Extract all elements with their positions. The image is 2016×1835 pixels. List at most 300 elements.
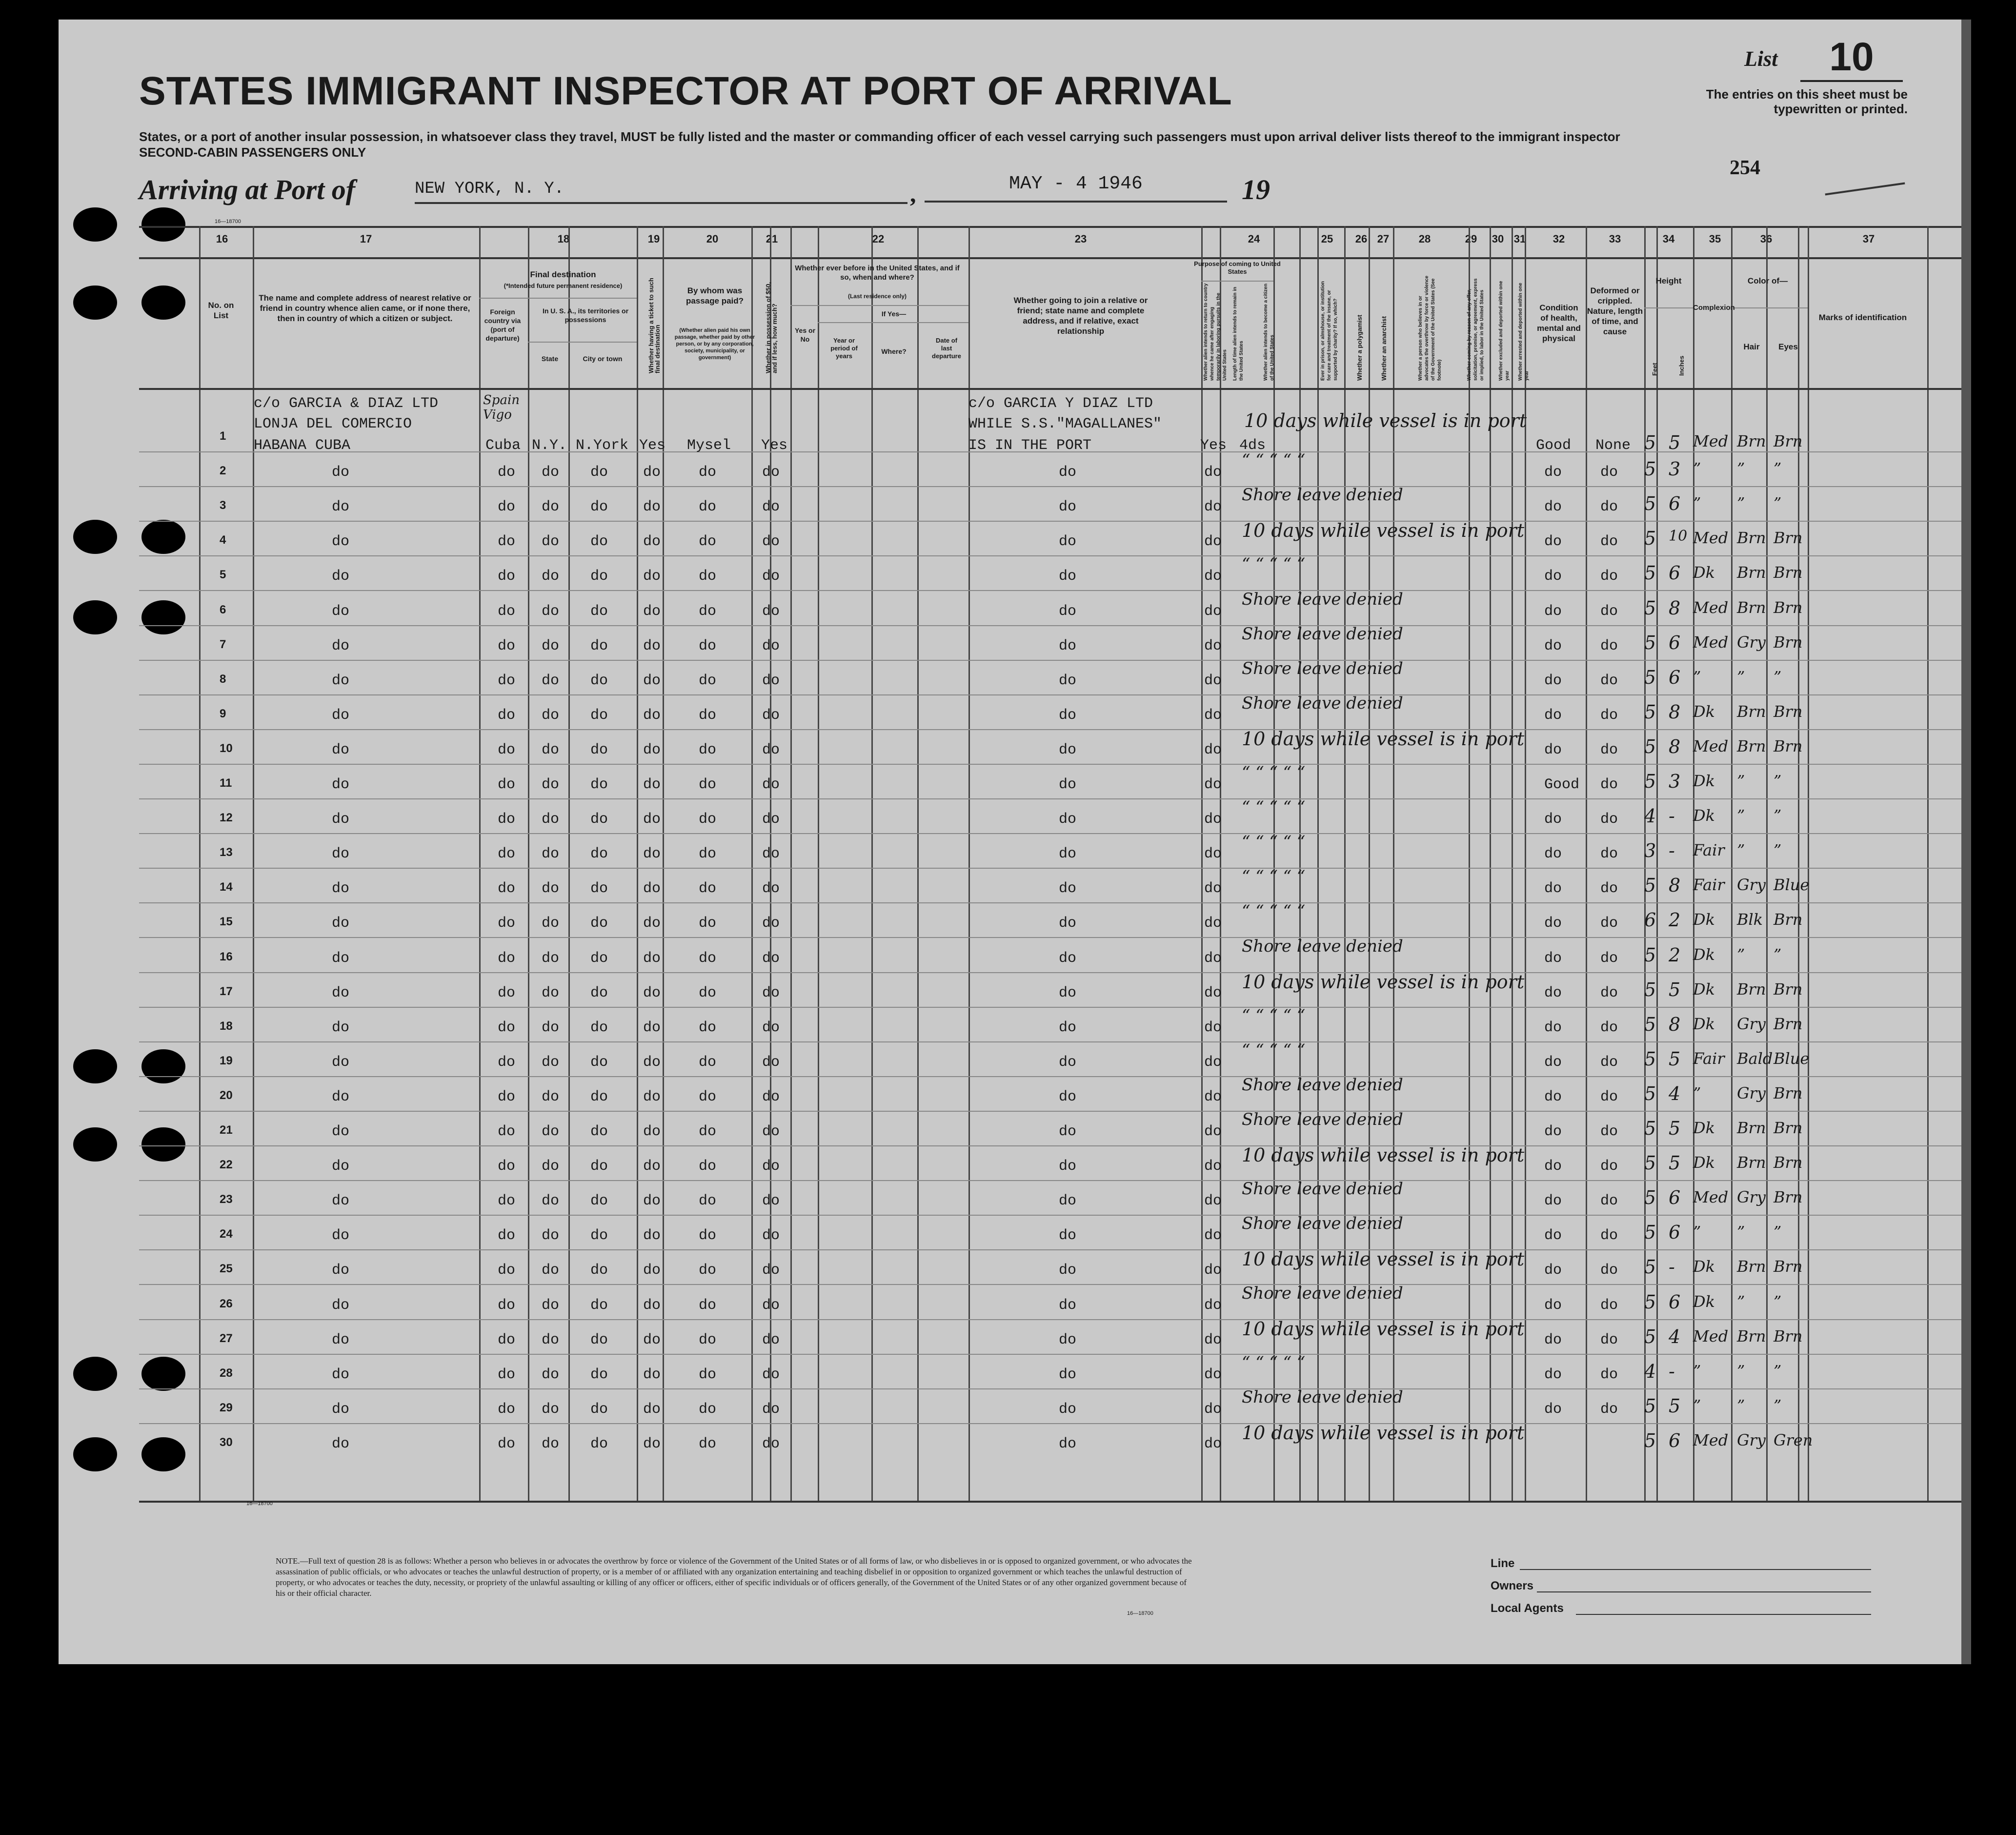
eyes-value: Gren [1774,1430,1813,1449]
state-ditto: do [542,568,560,585]
passage-ditto: do [699,915,717,932]
relative-address-ditto: do [332,950,350,967]
purpose-handwritten: Shore leave denied [1242,658,1403,678]
inches-value: 3 [1669,458,1681,480]
hair-value: ” [1737,494,1745,513]
passage-ditto: do [699,707,717,724]
grid-row-line [139,1501,1961,1503]
grid-row-line [139,1076,1961,1077]
eyes-value: ” [1774,806,1782,825]
hair-value: Brn [1737,736,1766,755]
money-ditto: do [762,950,780,967]
city-ditto: do [590,1331,608,1348]
col-feet: Feet [1651,363,1658,376]
eyes-value: Brn [1774,1326,1803,1346]
complexion-value: Dk [1693,806,1715,825]
feet-value: 5 [1644,1187,1656,1209]
state-ditto: do [542,1193,560,1210]
city-ditto: do [590,1262,608,1279]
purpose-handwritten: 10 days while vessel is in port [1244,410,1527,431]
inches-value: 8 [1669,701,1681,723]
eyes-value: ” [1774,494,1782,513]
purpose-handwritten: 10 days while vessel is in port [1242,520,1525,542]
grid-column-line [1586,226,1587,1501]
grid-row-line [790,305,968,306]
foreign-port-handwritten: Spain Vigo [483,393,520,422]
state-ditto: do [542,672,560,689]
deformed-value: do [1600,1019,1618,1036]
grid-column-line [1798,226,1799,1501]
grid-row-line [139,1007,1961,1008]
complexion-value: Med [1693,632,1729,652]
city-ditto: do [590,464,608,481]
foreign-country-ditto: do [498,1331,516,1348]
col-health: Condition of health, mental and physical [1537,303,1581,343]
relative-address-ditto: do [332,1366,350,1383]
state-value: N.Y. [532,437,567,454]
grid-column-line [199,226,201,1501]
money-ditto: do [762,637,780,654]
hair-value: ” [1737,667,1745,686]
foreign-country-ditto: do [498,603,516,620]
deformed-value: do [1600,672,1618,689]
state-ditto: do [542,533,560,550]
col-before-in-us: Whether ever before in the United States, and if so, when and where? [795,264,960,282]
foreign-country-ditto: do [498,1297,516,1314]
grid-column-line [568,226,570,1501]
row-number: 6 [220,603,226,616]
feet-value: 5 [1644,1118,1656,1139]
col-arrested: Whether arrested and deported within one year [1518,283,1530,381]
complexion-value: Med [1693,1326,1729,1346]
ever-before-ditto: do [1204,915,1222,932]
grid-row-line [139,1388,1961,1389]
state-ditto: do [542,1401,560,1418]
relative-address-ditto: do [332,846,350,863]
row-number: 4 [220,533,226,547]
grid-row-line [528,342,637,343]
hair-value: Gry [1737,876,1766,895]
money-ditto: do [762,915,780,932]
eyes-value: Blue [1774,1049,1810,1068]
column-number: 36 [1760,233,1773,245]
grid-row-line [818,322,968,323]
hair-value: Brn [1737,529,1766,548]
relative-address-ditto: do [332,1331,350,1348]
relative-address-ditto: do [332,1435,350,1452]
page-title: STATES IMMIGRANT INSPECTOR AT PORT OF ARRIVAL [139,69,1232,113]
ever-before-ditto: do [1204,1297,1222,1314]
passage-ditto: do [699,1401,717,1418]
ever-before-ditto: do [1204,1262,1222,1279]
inches-value: 6 [1669,562,1681,584]
relative-address-ditto: do [332,568,350,585]
health-value: do [1544,603,1562,620]
health-value: do [1544,1297,1562,1314]
passage-ditto: do [699,846,717,863]
passage-ditto: do [699,880,717,897]
join-ditto: do [1059,811,1077,828]
ticket-ditto: do [643,1227,661,1244]
agents-label: Local Agents [1491,1602,1564,1615]
complexion-value: Dk [1693,1014,1715,1033]
purpose-handwritten: Shore leave denied [1242,936,1403,956]
ever-before-ditto: do [1204,1227,1222,1244]
hair-value: Blk [1737,910,1763,929]
join-ditto: do [1059,984,1077,1001]
feet-value: 5 [1644,1325,1656,1347]
eyes-value: ” [1774,1361,1782,1380]
deformed-value: None [1595,437,1631,454]
grid-row-line [139,1145,1961,1146]
col-prison: Ever in prison, or almshouse, or institution for care and treatment of the insane, or supported by charity? If so, which? [1320,281,1338,381]
passage-ditto: do [699,499,717,516]
ever-before-value: Yes [1200,437,1227,454]
state-ditto: do [542,603,560,620]
state-ditto: do [542,880,560,897]
city-ditto: do [590,499,608,516]
grid-row-line [139,388,1961,390]
grid-column-line [818,226,819,1501]
col-ticket: Whether having a ticket to such final destination [647,278,661,373]
binder-hole [73,520,117,554]
row-number: 7 [220,637,226,651]
health-value: do [1544,1331,1562,1348]
money-ditto: do [762,533,780,550]
ticket-ditto: do [643,1123,661,1140]
health-value: do [1544,846,1562,863]
state-ditto: do [542,1331,560,1348]
grid-column-line [1808,226,1809,1501]
inches-value: - [1669,840,1675,862]
money-ditto: do [762,499,780,516]
relative-address-ditto: do [332,1193,350,1210]
feet-value: 5 [1644,1291,1656,1313]
purpose-handwritten: Shore leave denied [1242,1387,1403,1407]
col-date-departure: Date of last departure [932,337,961,360]
col-polygamist: Whether a polygamist [1356,314,1363,381]
col-passage-paid-note: (Whether alien paid his own passage, whether paid by other person, or by any corporation, society, municipality, or government) [674,327,755,361]
join-ditto: do [1059,1297,1077,1314]
grid-row-line [139,764,1961,765]
passage-ditto: do [699,603,717,620]
join-ditto: do [1059,1366,1077,1383]
city-ditto: do [590,811,608,828]
row-number: 18 [220,1019,233,1033]
column-number: 20 [706,233,719,245]
grid-row-line [139,1249,1961,1250]
col-relative-abroad: The name and complete address of nearest relative or friend in country whence alien came, or if none there, then in country of which a citizen or subject. [259,293,471,323]
row-number: 27 [220,1331,233,1345]
health-value: do [1544,1019,1562,1036]
column-number: 35 [1709,233,1721,245]
row-number: 19 [220,1054,233,1067]
purpose-handwritten: Shore leave denied [1242,589,1403,609]
grid-row-line [139,868,1961,869]
join-address-line: IS IN THE PORT [968,437,1092,454]
city-ditto: do [590,1123,608,1140]
row-number: 12 [220,811,233,825]
col-purpose-return: Whether alien intends to return to country whence he came after engaging temporarily in laboring pursuits in the United States [1203,283,1228,381]
column-number: 25 [1321,233,1333,245]
ticket-ditto: do [643,1019,661,1036]
grid-column-line [1927,226,1929,1501]
feet-value: 5 [1644,458,1656,480]
eyes-value: Brn [1774,979,1803,999]
passage-ditto: do [699,533,717,550]
grid-row-line [139,833,1961,834]
feet-value: 5 [1644,1013,1656,1035]
eyes-value: Brn [1774,1083,1803,1102]
money-ditto: do [762,603,780,620]
relative-address-ditto: do [332,464,350,481]
foreign-country-ditto: do [498,533,516,550]
col-marks: Marks of identification [1818,313,1907,322]
city-ditto: do [590,1193,608,1210]
health-value: do [1544,984,1562,1001]
ticket-ditto: do [643,880,661,897]
ticket-ditto: do [643,1366,661,1383]
ever-before-ditto: do [1204,672,1222,689]
ticket-ditto: do [643,811,661,828]
join-ditto: do [1059,568,1077,585]
row-number: 29 [220,1401,233,1414]
ever-before-ditto: do [1204,846,1222,863]
money-ditto: do [762,776,780,793]
inches-value: 6 [1669,493,1681,515]
arrival-date: MAY - 4 1946 [925,173,1227,203]
complexion-value: Med [1693,1430,1729,1449]
deformed-value: do [1600,846,1618,863]
row-number: 11 [220,776,232,790]
money-ditto: do [762,1054,780,1071]
feet-value: 5 [1644,701,1656,723]
page-number: 254 [1730,157,1760,179]
binder-hole [141,1127,185,1162]
state-ditto: do [542,1123,560,1140]
join-ditto: do [1059,741,1077,758]
foreign-country-ditto: do [498,1019,516,1036]
ticket-ditto: do [643,707,661,724]
city-ditto: do [590,880,608,897]
city-ditto: do [590,1054,608,1071]
col-final-destination: Final destination [530,270,596,279]
relative-address-ditto: do [332,1297,350,1314]
purpose-handwritten: “ “ “ “ “ [1242,763,1306,782]
passage-ditto: do [699,637,717,654]
complexion-value: Dk [1693,1153,1715,1172]
feet-value: 5 [1644,1429,1656,1451]
purpose-handwritten: 10 days while vessel is in port [1242,1422,1525,1444]
relative-address-ditto: do [332,880,350,897]
ticket-value: Yes [639,437,666,454]
complexion-value: Dk [1693,563,1715,582]
col-money: Whether in possession of $50, and if less, how much? [765,282,778,373]
city-ditto: do [590,1435,608,1452]
health-value: do [1544,533,1562,550]
passage-ditto: do [699,1054,717,1071]
health-value: do [1544,1193,1562,1210]
feet-value: 5 [1644,1395,1656,1417]
row-number: 1 [220,429,226,443]
join-ditto: do [1059,637,1077,654]
binder-hole [73,600,117,634]
passage-ditto: do [699,1088,717,1105]
complexion-value: Med [1693,736,1729,755]
hair-value: Bald [1737,1049,1773,1068]
state-ditto: do [542,811,560,828]
col-overthrow: Whether a person who believes in or advocates the overthrow by force or violence of the Government of the United States (See footnote) [1418,275,1442,381]
foreign-country-ditto: do [498,741,516,758]
feet-value: 5 [1644,1152,1656,1174]
hair-value: Gry [1737,632,1766,652]
purpose-handwritten: Shore leave denied [1242,1110,1403,1129]
deformed-value: do [1600,1088,1618,1105]
join-ditto: do [1059,1054,1077,1071]
join-ditto: do [1059,1123,1077,1140]
inches-value: 5 [1669,432,1681,453]
col-excluded: Whether excluded and deported within one year [1498,281,1510,381]
purpose-handwritten: 10 days while vessel is in port [1242,1248,1525,1270]
eyes-value: Brn [1774,563,1803,582]
col-purpose: Purpose of coming to United States [1194,260,1281,275]
row-number: 21 [220,1123,233,1137]
foreign-country-ditto: do [498,1401,516,1418]
relative-address-ditto: do [332,1158,350,1175]
join-ditto: do [1059,950,1077,967]
money-ditto: do [762,1019,780,1036]
comma: , [910,180,916,207]
col-complexion: Complexion [1693,304,1735,312]
grid-column-line [528,226,529,1501]
inches-value: 3 [1669,771,1681,792]
foreign-country-value: Cuba [485,437,521,454]
row-number: 23 [220,1193,233,1206]
grid-row-line [139,1041,1961,1042]
ever-before-ditto: do [1204,1331,1222,1348]
join-ditto: do [1059,915,1077,932]
state-ditto: do [542,950,560,967]
row-number: 3 [220,499,226,512]
relative-address-ditto: do [332,1054,350,1071]
complexion-value: ” [1693,459,1701,478]
col-contract: Whether coming by reason of any offer, solicitation, promise, or agreement, express or implied, to labor in the United States [1467,278,1485,381]
join-ditto: do [1059,880,1077,897]
money-ditto: do [762,1401,780,1418]
binder-hole [73,1127,117,1162]
hair-value: Brn [1737,979,1766,999]
inches-value: 8 [1669,1013,1681,1035]
ticket-ditto: do [643,1401,661,1418]
state-ditto: do [542,1435,560,1452]
deformed-value: do [1600,603,1618,620]
purpose-handwritten: Shore leave denied [1242,624,1403,644]
money-ditto: do [762,1123,780,1140]
purpose-handwritten: 10 days while vessel is in port [1242,1318,1525,1340]
ever-before-ditto: do [1204,950,1222,967]
grid-row-line [139,1284,1961,1285]
line-label: Line [1491,1557,1515,1570]
ever-before-ditto: do [1204,1123,1222,1140]
passage-ditto: do [699,984,717,1001]
form-code: 16—18700 [215,219,241,224]
column-number-strip [139,226,1961,259]
binder-hole [73,207,117,242]
row-number: 22 [220,1158,233,1172]
ever-before-ditto: do [1204,464,1222,481]
health-value: do [1544,1158,1562,1175]
complexion-value: Fair [1693,876,1725,895]
ticket-ditto: do [643,1193,661,1210]
state-ditto: do [542,1088,560,1105]
money-ditto: do [762,1227,780,1244]
foreign-country-ditto: do [498,811,516,828]
binder-hole [73,1357,117,1391]
ever-before-ditto: do [1204,1401,1222,1418]
deformed-value: do [1600,984,1618,1001]
row-number: 14 [220,880,233,894]
money-ditto: do [762,568,780,585]
owners-field [1537,1591,1871,1592]
ever-before-ditto: do [1204,811,1222,828]
join-ditto: do [1059,1401,1077,1418]
grid-form-code: 16—18700 [246,1501,273,1507]
passage-ditto: do [699,1019,717,1036]
ever-before-ditto: do [1204,568,1222,585]
feet-value: 5 [1644,1082,1656,1104]
hair-value: Brn [1737,563,1766,582]
feet-value: 3 [1644,840,1656,862]
foreign-country-ditto: do [498,1262,516,1279]
grid-row-line [139,1180,1961,1181]
ever-before-ditto: do [1204,776,1222,793]
health-value: Good [1544,776,1580,793]
passage-value: Mysel [687,437,731,454]
city-ditto: do [590,915,608,932]
col-color-of: Color of— [1747,276,1788,285]
purpose-handwritten: “ “ “ “ “ [1242,797,1306,817]
footnote: NOTE.—Full text of question 28 is as follows: Whether a person who believes in or advocates the overthrow by force or violence of the Government of the United States or of all forms of law, or who disbelieves in or is opposed to organized government, or who advocates the assassination of public officials, or who advocates or teaches the unlawful destruction of property, or is a member of or affiliated with any organization entertaining and teaching disbelief in or opposition to organized government or which teaches the unlawful destruction of property, or who advocates or teaches the duty, necessity, or propriety of the unlawful assaulting or killing of any officer or officers, either of specific individuals or of officers generally, of the Government of the United States or of any other organized government because of his or their official character. [276,1556,1192,1598]
hair-value: Brn [1737,1153,1766,1172]
join-ditto: do [1059,1158,1077,1175]
hair-value: Brn [1737,1119,1766,1137]
feet-value: 5 [1644,632,1656,653]
purpose-handwritten: 10 days while vessel is in port [1242,971,1525,993]
foreign-country-ditto: do [498,464,516,481]
binder-hole [141,1357,185,1391]
purpose-handwritten: “ “ “ “ “ [1242,867,1306,887]
grid-row-line [139,798,1961,799]
eyes-value: Brn [1774,529,1803,548]
eyes-value: ” [1774,945,1782,964]
passage-ditto: do [699,1123,717,1140]
health-value: do [1544,637,1562,654]
year-prefix: 19 [1242,174,1270,205]
grid-row-line [139,1423,1961,1424]
city-ditto: do [590,603,608,620]
state-ditto: do [542,1262,560,1279]
column-number: 16 [216,233,228,245]
relative-address-ditto: do [332,1019,350,1036]
purpose-handwritten: “ “ “ “ “ [1242,1040,1306,1060]
complexion-value: Dk [1693,979,1715,999]
deformed-value: do [1600,499,1618,516]
city-ditto: do [590,1019,608,1036]
grid-row-line [1644,307,1693,308]
hair-value: ” [1737,806,1745,825]
health-value: do [1544,880,1562,897]
deformed-value: do [1600,533,1618,550]
